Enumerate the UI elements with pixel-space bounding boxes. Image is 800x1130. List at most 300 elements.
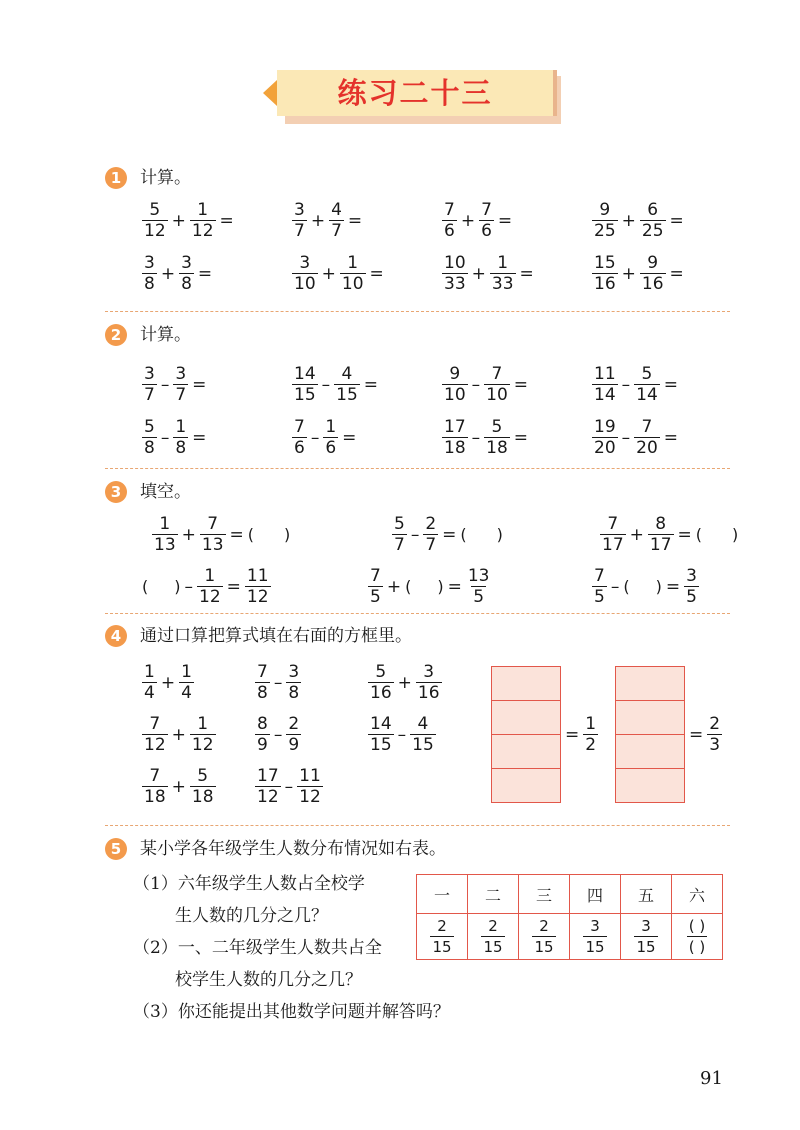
fraction: [592, 566, 607, 607]
denominator: 7: [294, 221, 305, 241]
equals-sign: =: [363, 374, 379, 395]
fraction: [142, 200, 168, 241]
plus-sign: +: [171, 210, 186, 231]
numerator: 3: [423, 662, 435, 682]
expression: [140, 253, 214, 294]
fraction: [334, 364, 360, 405]
problem-4-number: 4: [105, 625, 127, 647]
denominator: 25: [594, 221, 616, 241]
question-1-line-1: （1）六年级学生人数占全校学: [133, 874, 365, 894]
denominator: 13: [154, 535, 176, 555]
expression: [598, 514, 740, 555]
target-half: [563, 714, 600, 755]
numerator: 19: [594, 417, 616, 437]
question-3: （3）你还能提出其他数学问题并解答吗？: [133, 1002, 450, 1022]
numerator: 7: [607, 514, 619, 534]
denominator: 5: [686, 587, 697, 607]
answer-box[interactable]: [492, 667, 560, 701]
expression: [440, 364, 530, 405]
fraction: [634, 916, 657, 957]
numerator: 7: [207, 514, 219, 534]
fraction: [197, 566, 223, 607]
expression: [590, 417, 680, 458]
equals-sign: =: [219, 210, 234, 231]
equals-sign: =: [447, 576, 462, 597]
denominator: 14: [636, 385, 658, 405]
equals-sign: =: [663, 427, 679, 448]
denominator: 7: [175, 385, 187, 405]
answer-box[interactable]: [616, 667, 684, 701]
numerator: 1: [144, 662, 155, 682]
expression: [440, 200, 514, 241]
denominator: 8: [144, 274, 155, 294]
denominator: 15: [370, 735, 392, 755]
fraction: [707, 714, 722, 755]
numerator: 4: [331, 200, 342, 220]
denominator: 33: [491, 274, 514, 294]
problem-2-number: 2: [105, 324, 127, 346]
numerator: 9: [647, 253, 659, 273]
equals-sign: =: [342, 427, 357, 448]
grade-value-cell: [519, 914, 570, 960]
denominator: 8: [257, 683, 268, 703]
denominator: 14: [594, 385, 616, 405]
fraction: [368, 662, 394, 703]
plus-sign: +: [160, 672, 176, 693]
denominator: 10: [294, 274, 316, 294]
numerator: 8: [655, 514, 667, 534]
answer-box[interactable]: [616, 735, 684, 769]
blank: [621, 577, 664, 597]
numerator: 17: [444, 417, 466, 437]
grade-header-cell: 六: [672, 875, 723, 914]
denominator: 20: [594, 438, 616, 458]
fraction: [292, 200, 307, 241]
equals-sign: =: [663, 374, 679, 395]
plus-sign: +: [460, 210, 476, 231]
numerator: 10: [444, 253, 466, 273]
numerator: 1: [497, 253, 509, 273]
fraction: [634, 364, 660, 405]
numerator: 3: [175, 364, 187, 384]
expression: [140, 200, 236, 241]
plus-sign: +: [160, 263, 176, 284]
expression: [290, 200, 364, 241]
denominator: 12: [191, 221, 214, 241]
numerator: 6: [647, 200, 659, 220]
numerator: 1: [175, 417, 187, 437]
numerator: 3: [288, 662, 300, 682]
fraction: [423, 514, 438, 555]
denominator: 33: [444, 274, 466, 294]
expression: [366, 566, 493, 607]
answer-box-group-1[interactable]: [491, 666, 561, 803]
minus-sign: –: [284, 776, 294, 797]
divider: [105, 468, 730, 469]
minus-sign: –: [471, 427, 481, 448]
numerator: 11: [299, 766, 321, 786]
grade-value-cell: [468, 914, 519, 960]
numerator: 2: [488, 917, 498, 935]
fraction: [592, 253, 618, 294]
minus-sign: –: [273, 724, 283, 745]
numerator: 9: [599, 200, 611, 220]
equals-sign: =: [669, 263, 684, 284]
numerator: 17: [257, 766, 279, 786]
denominator: 15: [336, 385, 358, 405]
grade-value-row: [417, 914, 723, 960]
expression: [290, 364, 380, 405]
grade-header-cell: 一: [417, 875, 468, 914]
denominator: 8: [175, 438, 187, 458]
expression: [140, 364, 208, 405]
minus-sign: –: [321, 374, 331, 395]
numerator: 5: [149, 200, 161, 220]
expression: [366, 714, 438, 755]
minus-sign: –: [621, 374, 631, 395]
numerator: 2: [437, 917, 447, 935]
expression: [140, 766, 218, 807]
denominator: 5: [473, 587, 485, 607]
fraction: [245, 566, 271, 607]
divider: [105, 311, 730, 312]
fraction: [640, 200, 666, 241]
numerator: 3: [181, 253, 192, 273]
denominator: 7: [394, 535, 405, 555]
numerator: 3: [299, 253, 311, 273]
equals-sign: =: [197, 263, 213, 284]
denominator: 6: [444, 221, 455, 241]
plus-sign: +: [171, 776, 186, 797]
denominator: 10: [341, 274, 364, 294]
fraction: [297, 766, 323, 807]
fraction: [442, 253, 468, 294]
denominator: 12: [199, 587, 221, 607]
equals-sign: =: [565, 724, 580, 745]
fraction: [684, 566, 699, 607]
blank-paren-open: (: [247, 525, 255, 544]
numerator: 5: [375, 662, 387, 682]
fraction: [255, 662, 270, 703]
fraction: [323, 417, 338, 458]
fraction: [583, 916, 606, 957]
expression: [150, 514, 292, 555]
denominator: 17: [602, 535, 624, 555]
grade-value-cell: [417, 914, 468, 960]
denominator: 10: [486, 385, 508, 405]
equals-sign: =: [226, 576, 241, 597]
fraction: [142, 417, 157, 458]
grade-header-cell: 四: [570, 875, 621, 914]
fraction: [490, 253, 516, 294]
denominator: 8: [144, 438, 155, 458]
fraction: [442, 364, 468, 405]
denominator: 7: [144, 385, 155, 405]
problem-2-text: 计算。: [140, 325, 191, 345]
denominator: 12: [257, 787, 279, 807]
fraction: [640, 253, 666, 294]
numerator: 3: [590, 917, 600, 935]
equals-sign: =: [513, 427, 529, 448]
numerator: 1: [181, 662, 192, 682]
minus-sign: –: [160, 374, 170, 395]
numerator: 5: [641, 364, 653, 384]
numerator: 14: [294, 364, 316, 384]
denominator: 5: [594, 587, 605, 607]
denominator: 13: [201, 535, 224, 555]
fraction: [648, 514, 674, 555]
minus-sign: –: [184, 576, 193, 597]
fraction: [292, 364, 318, 405]
fraction: [430, 916, 453, 957]
fraction: [255, 766, 281, 807]
divider: [105, 613, 730, 614]
expression: [440, 253, 536, 294]
expression: [390, 514, 505, 555]
blank-paren-close: ): [174, 576, 181, 596]
blank-paren-open: (: [405, 576, 412, 596]
minus-sign: –: [310, 427, 320, 448]
denominator: 16: [417, 683, 440, 703]
fraction: [392, 514, 407, 555]
denominator: 12: [246, 587, 269, 607]
fraction: [152, 514, 178, 555]
fraction: [340, 253, 366, 294]
numerator: 7: [149, 766, 161, 786]
numerator: 1: [197, 714, 209, 734]
plus-sign: +: [181, 524, 196, 545]
equals-sign: =: [689, 724, 704, 745]
numerator: 13: [467, 566, 490, 586]
equals-sign: =: [497, 210, 513, 231]
page-number: 91: [700, 1068, 723, 1089]
numerator: 5: [394, 514, 405, 534]
numerator: 7: [491, 364, 503, 384]
numerator: 8: [257, 714, 268, 734]
expression: [590, 364, 680, 405]
numerator: 4: [341, 364, 353, 384]
fraction: [142, 662, 157, 703]
plus-sign: +: [386, 576, 402, 597]
question-2-line-2: 校学生人数的几分之几？: [175, 970, 362, 990]
denominator: 25: [641, 221, 664, 241]
minus-sign: –: [273, 672, 283, 693]
expression: [366, 662, 444, 703]
denominator: 10: [444, 385, 466, 405]
expression: [140, 714, 218, 755]
plus-sign: +: [171, 724, 186, 745]
plus-sign: +: [621, 210, 636, 231]
denominator: ( ): [688, 938, 706, 956]
denominator: 6: [481, 221, 492, 241]
fraction: [466, 566, 492, 607]
denominator: 15: [585, 938, 605, 956]
denominator: 7: [331, 221, 342, 241]
numerator: 3: [144, 364, 155, 384]
numerator: 7: [641, 417, 653, 437]
fraction: [484, 364, 510, 405]
denominator: 7: [425, 535, 437, 555]
denominator: 12: [144, 221, 166, 241]
numerator: 3: [641, 917, 651, 935]
plus-sign: +: [310, 210, 326, 231]
denominator: 15: [534, 938, 554, 956]
numerator: 2: [539, 917, 549, 935]
equals-sign: =: [192, 427, 207, 448]
denominator: 18: [486, 438, 508, 458]
expression: [290, 253, 386, 294]
answer-box[interactable]: [616, 769, 684, 802]
denominator: 8: [288, 683, 300, 703]
grade-value-cell: [570, 914, 621, 960]
answer-box[interactable]: [492, 735, 560, 769]
problem-3-text: 填空。: [140, 482, 191, 502]
fraction: [173, 417, 188, 458]
equals-sign: =: [513, 374, 529, 395]
denominator: 8: [181, 274, 192, 294]
fraction: [634, 417, 660, 458]
answer-box[interactable]: [616, 701, 684, 735]
numerator: 11: [594, 364, 616, 384]
blank: [403, 577, 446, 597]
equals-sign: =: [347, 210, 363, 231]
denominator: 9: [288, 735, 300, 755]
fraction: [600, 514, 626, 555]
fraction: [442, 200, 457, 241]
denominator: 9: [257, 735, 268, 755]
minus-sign: –: [160, 427, 170, 448]
fraction: [179, 253, 194, 294]
denominator: 5: [370, 587, 381, 607]
grade-header-cell: 五: [621, 875, 672, 914]
fraction: [410, 714, 436, 755]
fraction: [687, 916, 707, 957]
blank-paren-close: ): [496, 525, 503, 544]
numerator: 7: [149, 714, 161, 734]
numerator: 1: [159, 514, 171, 534]
fraction: [583, 714, 598, 755]
equals-sign: =: [665, 576, 681, 597]
grade-header-row: [417, 875, 723, 914]
answer-box[interactable]: [492, 701, 560, 735]
numerator: 9: [449, 364, 461, 384]
answer-box-group-2[interactable]: [615, 666, 685, 803]
problem-1-text: 计算。: [140, 168, 191, 188]
equals-sign: =: [442, 524, 457, 545]
fraction: [200, 514, 226, 555]
problem-4-text: 通过口算把算式填在右面的方框里。: [140, 626, 412, 646]
expression: [140, 417, 208, 458]
blank-paren-close: ): [655, 576, 662, 596]
blank-paren-close: ): [437, 576, 444, 596]
plus-sign: +: [397, 672, 412, 693]
plus-sign: +: [621, 263, 636, 284]
numerator: 3: [686, 566, 697, 586]
fraction: [190, 766, 216, 807]
plus-sign: +: [321, 263, 336, 284]
divider: [105, 825, 730, 826]
denominator: 16: [594, 274, 616, 294]
numerator: 1: [347, 253, 359, 273]
expression: [253, 714, 303, 755]
denominator: 16: [370, 683, 392, 703]
numerator: 2: [425, 514, 437, 534]
equals-sign: =: [369, 263, 384, 284]
grade-distribution-table: [416, 874, 723, 960]
numerator: 1: [204, 566, 216, 586]
fraction: [292, 417, 307, 458]
numerator: 14: [370, 714, 392, 734]
answer-box[interactable]: [492, 769, 560, 802]
fraction: [368, 566, 383, 607]
blank-paren-open: (: [142, 576, 149, 596]
equals-sign: =: [677, 524, 692, 545]
denominator: 12: [299, 787, 321, 807]
numerator: 2: [288, 714, 300, 734]
fraction: [484, 417, 510, 458]
denominator: 15: [432, 938, 452, 956]
denominator: 6: [325, 438, 337, 458]
fraction: [592, 200, 618, 241]
fraction: [442, 417, 468, 458]
fraction: [329, 200, 344, 241]
plus-sign: +: [471, 263, 486, 284]
blank-paren-open: (: [460, 525, 467, 544]
denominator: 12: [191, 735, 214, 755]
fraction: [255, 714, 270, 755]
numerator: 5: [491, 417, 503, 437]
denominator: 18: [144, 787, 166, 807]
question-1-line-2: 生人数的几分之几？: [175, 906, 328, 926]
blank-paren-close: ): [284, 525, 291, 544]
fraction: [416, 662, 442, 703]
numerator: 11: [246, 566, 269, 586]
expression: [140, 662, 196, 703]
expression: [140, 566, 273, 607]
expression: [253, 662, 303, 703]
expression: [290, 417, 358, 458]
numerator: 7: [594, 566, 605, 586]
fraction: [286, 714, 301, 755]
numerator: 7: [444, 200, 455, 220]
minus-sign: –: [610, 576, 620, 597]
grade-header-cell: 三: [519, 875, 570, 914]
numerator: 1: [197, 200, 209, 220]
numerator: 5: [144, 417, 155, 437]
banner-arrow-icon: [263, 80, 277, 106]
fraction: [179, 662, 194, 703]
plus-sign: +: [629, 524, 644, 545]
minus-sign: –: [397, 724, 407, 745]
fraction: [173, 364, 188, 405]
numerator: 1: [325, 417, 337, 437]
fraction: [481, 916, 504, 957]
denominator: 20: [636, 438, 658, 458]
denominator: 4: [144, 683, 155, 703]
denominator: 2: [585, 735, 597, 755]
denominator: 18: [444, 438, 466, 458]
fraction: [532, 916, 555, 957]
numerator: 7: [257, 662, 268, 682]
numerator: 3: [144, 253, 155, 273]
fraction: [142, 714, 168, 755]
denominator: 6: [294, 438, 305, 458]
fraction: [142, 766, 168, 807]
fraction: [142, 253, 157, 294]
denominator: 4: [181, 683, 192, 703]
expression: [440, 417, 530, 458]
fraction: [190, 200, 216, 241]
